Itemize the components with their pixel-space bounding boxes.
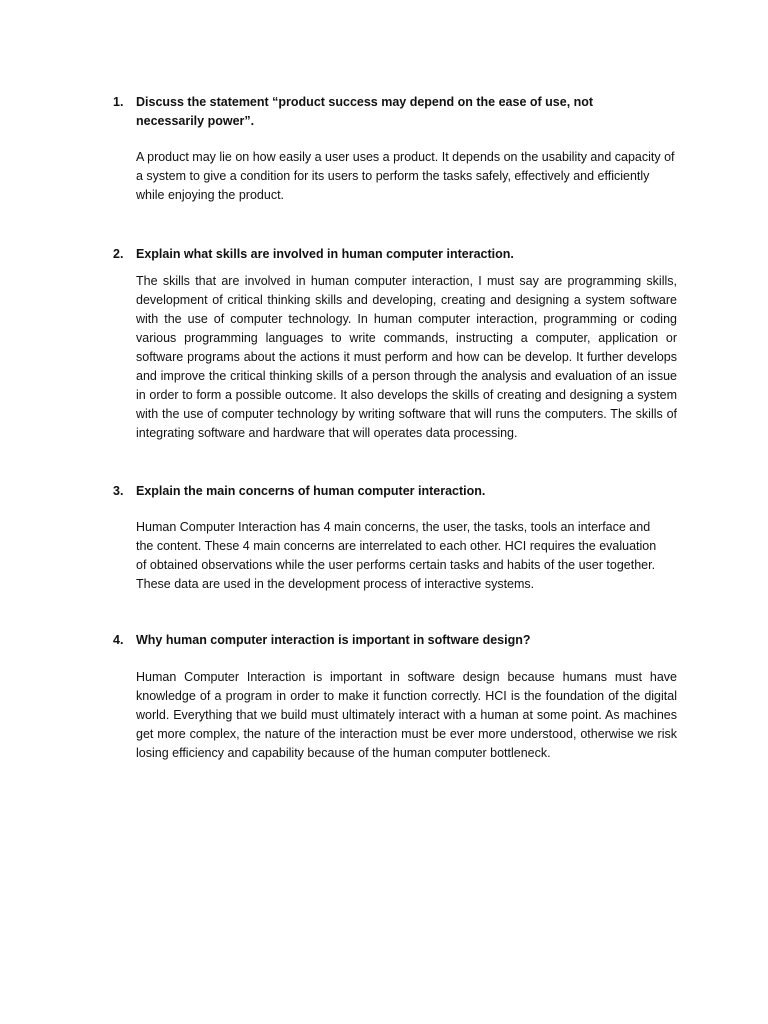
question-title: Discuss the statement “product success may depend on the ease of use, not necessarily power”. [136,95,594,128]
answer-paragraph: A product may lie on how easily a user uses a product. It depends on the usability and capacity of a system to give a condition for its users to perform the tasks safely, effectively and efficiently while enjoying the product. [136,150,675,202]
answer-paragraph: The skills that are involved in human computer interaction, I must say are programming skills, development of critical thinking skills and developing, creating and designing a system software with the use of computer technology. In human computer interaction, programming or coding various programming languages to write commands, instructing a computer, application or software programs about the actions it must perform and how can be develop. It further develops and improve the critical thinking skills of a person through the analysis and evaluation of an issue in order to form a possible outcome. It also develops the skills of creating and designing a system with the use of computer technology by writing software that will runs the computers. The skills of integrating software and hardware that will operates data processing. [136,274,677,440]
answer-paragraph: Human Computer Interaction has 4 main concerns, the user, the tasks, tools an interface and the content. These 4 main concerns are interrelated to each other. HCI requires the evaluation of obtained observations while the user performs certain tasks and habits of the user together. These data are used in the development process of interactive systems. [136,520,657,591]
question-number: 2. [113,247,124,261]
question-title: Why human computer interaction is important in software design? [136,633,531,647]
question-number: 1. [113,95,124,109]
question-number: 4. [113,633,124,647]
answer-paragraph: Human Computer Interaction is important in software design because humans must have knowledge of a program in order to make it function correctly. HCI is the foundation of the digital world. Everything that we build must ultimately interact with a human at some point. As machines get more complex, the nature of the interaction must be ever more understood, otherwise we risk losing efficiency and capability because of the human computer bottleneck. [136,670,677,760]
question-title: Explain what skills are involved in human computer interaction. [136,247,514,261]
question-title: Explain the main concerns of human computer interaction. [136,484,486,498]
question-number: 3. [113,484,124,498]
